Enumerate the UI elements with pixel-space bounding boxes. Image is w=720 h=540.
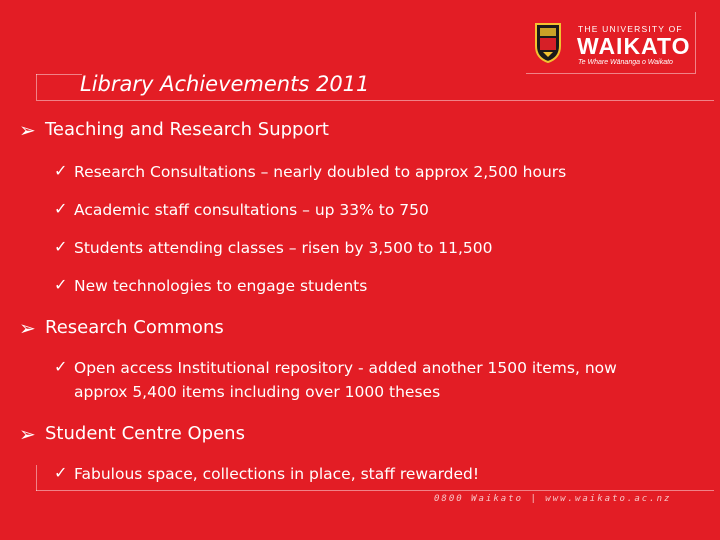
checkmark-icon: ✓ — [54, 463, 68, 482]
footer-contact — [434, 494, 671, 504]
list-item-text: Fabulous space, collections in place, staff rewarded! — [74, 465, 480, 483]
list-item-text: Students attending classes – risen by 3,500 to 11,500 — [74, 239, 493, 257]
footer-separator: | — [530, 494, 538, 504]
frame-line — [36, 74, 82, 75]
arrow-bullet-icon: ➢ — [19, 118, 36, 142]
list-item-text: Academic staff consultations – up 33% to 750 — [74, 201, 429, 219]
frame-line — [36, 74, 37, 100]
list-item-text: Research Consultations – nearly doubled to approx 2,500 hours — [74, 163, 567, 181]
logo-line1: THE UNIVERSITY OF — [578, 24, 683, 34]
logo-motto: Te Whare Wānanga o Waikato — [578, 59, 673, 66]
section-heading-text: Teaching and Research Support — [45, 119, 329, 140]
crest-icon — [534, 22, 562, 64]
list-item-text: approx 5,400 items including over 1000 theses — [74, 383, 441, 401]
list-item-text: New technologies to engage students — [74, 277, 368, 295]
arrow-bullet-icon: ➢ — [19, 316, 36, 340]
footer-phone: 0800 Waikato — [434, 494, 524, 504]
frame-line — [36, 465, 37, 491]
slide-title: Library Achievements 2011 — [80, 72, 370, 96]
section-heading-text: Student Centre Opens — [45, 423, 245, 444]
checkmark-icon: ✓ — [54, 199, 68, 218]
arrow-bullet-icon: ➢ — [19, 422, 36, 446]
university-logo — [526, 12, 696, 74]
checkmark-icon: ✓ — [54, 357, 68, 376]
title-underline — [36, 100, 714, 101]
checkmark-icon: ✓ — [54, 237, 68, 256]
footer-divider — [36, 490, 714, 491]
section-heading-text: Research Commons — [45, 317, 224, 338]
logo-wordmark: WAIKATO — [577, 33, 691, 59]
list-item-text: Open access Institutional repository - added another 1500 items, now — [74, 359, 617, 377]
footer-url[interactable]: www.waikato.ac.nz — [545, 494, 672, 504]
checkmark-icon: ✓ — [54, 161, 68, 180]
checkmark-icon: ✓ — [54, 275, 68, 294]
